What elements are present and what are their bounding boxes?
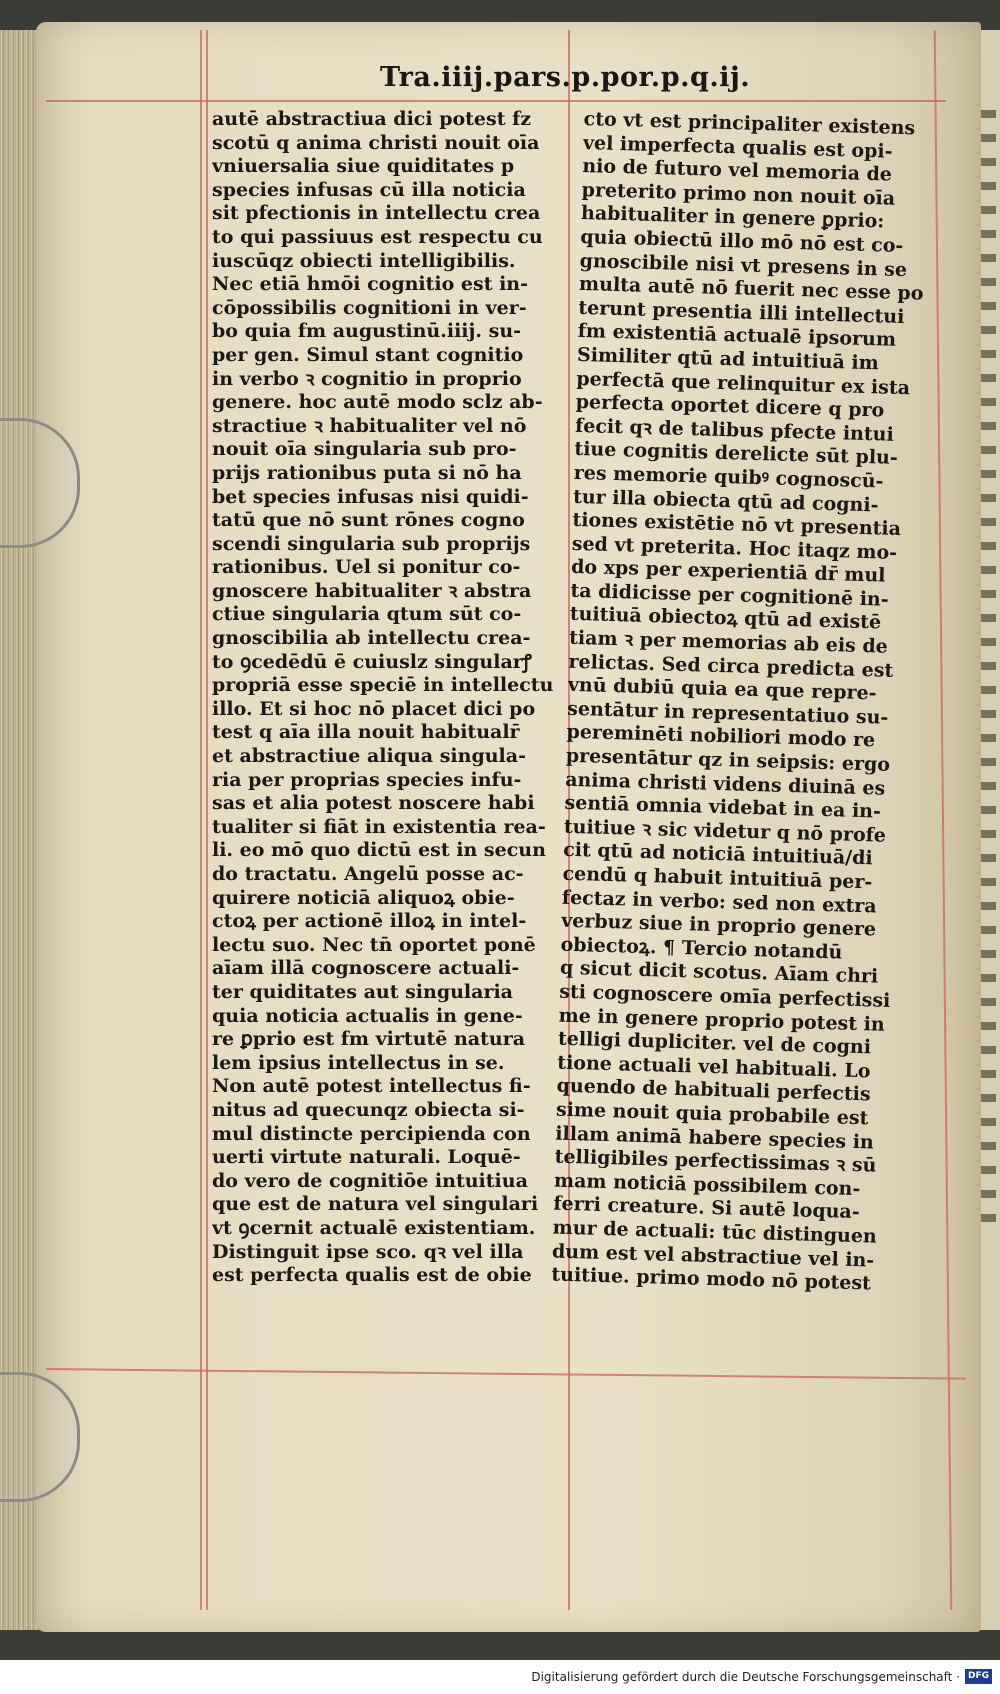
text-line: mur de actuali: tūc distinguen (552, 1216, 878, 1248)
text-line: obiectoꝝ. ¶ Tercio notandū (560, 933, 843, 964)
text-line: re ꝑprio est fm virtutē natura (212, 1028, 526, 1051)
text-line: Distinguit ipse sco. qꝛ vel illa (212, 1240, 524, 1263)
text-line: gnoscere habitualiter ꝛ abstra (212, 579, 532, 602)
text-line: ferri creature. Si autē loqua- (553, 1192, 860, 1224)
text-line: quia noticia actualis in gene- (212, 1004, 523, 1027)
text-line: fectaz in verbo: sed non extra (561, 886, 877, 918)
text-line: cendū q habuit intuitiuā per- (562, 862, 873, 894)
text-line: do tractatu. Angelū posse ac- (212, 863, 524, 885)
text-line: sti cognoscere omīa perfectissi (559, 980, 891, 1012)
dfg-logo: DFG (965, 1669, 992, 1684)
text-line: mul distincte percipienda con (212, 1122, 531, 1145)
text-line: test q aīa illa nouit habitualr̄ (212, 721, 520, 744)
running-head: Tra.iiij.pars.p.por.p.q.ij. (380, 62, 751, 93)
text-line: bet species infusas nisi quidi- (212, 485, 529, 508)
text-column-right (551, 108, 932, 1297)
text-line: ter quiditates aut singularia (212, 980, 513, 1003)
text-line: telligibiles perfectissimas ꝛ sū (554, 1145, 877, 1177)
text-line: vt ꝯcernit actualē existentiam. (212, 1216, 536, 1239)
text-line: ria per proprias species infu- (212, 768, 522, 791)
text-line: genere. hoc autē modo sclz ab- (212, 391, 543, 414)
text-line: ctiue singularia qtum sūt co- (212, 603, 522, 626)
text-line: sit pfectionis in intellectu crea (212, 202, 541, 225)
text-line: propriā esse speciē in intellectu (212, 674, 554, 697)
text-line: quia obiectū illo mō nō est co- (580, 225, 904, 257)
text-line: quirere noticiā aliquoꝝ obie- (212, 886, 515, 909)
text-line: ctoꝝ per actionē illoꝝ in intel- (212, 910, 527, 933)
text-line: fecit qꝛ de talibus pfecte intui (574, 414, 895, 446)
text-line: sed vt preterita. Hoc itaqz mo- (571, 532, 898, 564)
text-line: to ꝯcedēdū ē cuiuslz singularꝭ (212, 650, 532, 673)
text-column-left (212, 108, 564, 1288)
text-line: prijs rationibus puta si nō ha (212, 461, 522, 484)
text-line: species infusas cū illa noticia (212, 178, 526, 201)
text-line: gnoscibile nisi vt presens in se (579, 249, 908, 281)
text-line: Similiter qtū ad intuitiuā im (576, 343, 880, 375)
text-line: tiam ꝛ per memorias ab eis de (568, 626, 889, 658)
text-line: res memorie quibꝰ cognoscū- (573, 461, 884, 493)
text-line: cōpossibilis cognitioni in ver- (212, 296, 527, 319)
text-line: scotū q anima christi nouit oīa (212, 131, 540, 154)
text-line: verbuz siue in proprio genere (560, 909, 877, 941)
text-line: ta didicisse per cognitionē in- (570, 579, 889, 611)
text-line: vel imperfecta qualis est opi- (582, 131, 893, 163)
text-line: autē abstractiua dici potest fz (212, 108, 532, 130)
text-line: dum est vel abstractiue vel in- (551, 1240, 875, 1272)
ruling-left-inner (206, 30, 208, 1610)
text-line: illo. Et si hoc nō placet dici po (212, 697, 536, 720)
text-line: tiue cognitis derelicte sūt plu- (574, 438, 899, 470)
text-line: perfectā que relinquitur ex ista (576, 367, 911, 399)
text-line: li. eo mō quo dictū est in secun (212, 839, 546, 862)
text-line: sas et alia potest noscere habi (212, 792, 535, 815)
text-line: per gen. Simul stant cognitio (212, 343, 524, 366)
text-line: Non autē potest intellectus fi- (212, 1075, 531, 1098)
text-line: scendi singularia sub proprijs (212, 532, 531, 555)
text-line: stractiue ꝛ habitualiter vel nō (212, 414, 527, 437)
text-line: q sicut dicit scotus. Aīam chri (559, 957, 879, 988)
text-line: iuscūqz obiecti intelligibilis. (212, 249, 516, 272)
text-line: tuitiue. primo modo nō potest (551, 1263, 872, 1295)
text-line: tuitiue ꝛ sic videtur q nō profe (563, 815, 887, 847)
text-line: lectu suo. Nec tn̄ oportet ponē (212, 933, 536, 956)
digitization-credit (0, 1660, 1000, 1694)
text-line: nouit oīa singularia sub pro- (212, 438, 517, 461)
text-line: tualiter si fiāt in existentia rea- (212, 815, 546, 838)
text-line: relictas. Sed circa predicta est (568, 650, 894, 682)
text-line: gnoscibilia ab intellectu crea- (212, 627, 531, 650)
text-line: rationibus. Uel si ponitur co- (212, 556, 521, 579)
text-line: tur illa obiecta qtū ad cogni- (572, 485, 879, 516)
text-line: pereminēti nobiliori modo re (566, 721, 876, 752)
text-line: in verbo ꝛ cognitio in proprio (212, 367, 522, 390)
text-line: et abstractiue aliqua singula- (212, 745, 526, 768)
text-line: vnū dubiū quia ea que repre- (567, 674, 877, 705)
text-line: Nec etiā hmōi cognitio est in- (212, 273, 529, 296)
text-line: fm existentiā actualē ipsorum (577, 320, 897, 352)
ruling-left-outer (200, 30, 202, 1610)
text-line: sentātur in representatiuo su- (566, 697, 889, 729)
text-line: est perfecta qualis est de obie (212, 1264, 532, 1287)
text-line: lem ipsius intellectus in se. (212, 1051, 505, 1074)
text-line: terunt presentia illi intellectui (578, 296, 905, 328)
text-line: telligi dupliciter. vel de cogni (557, 1027, 872, 1059)
ruling-top (46, 100, 946, 102)
text-line: perfecta oportet dicere q pro (575, 391, 885, 422)
text-line: habitualiter in genere ꝑprio: (580, 202, 885, 233)
text-line: nitus ad quecunqz obiecta si- (212, 1098, 525, 1121)
text-line: que est de natura vel singulari (212, 1193, 539, 1216)
text-line: do vero de cognitiōe intuitiua (212, 1169, 528, 1192)
text-line: presentātur qz in seipsis: ergo (565, 744, 891, 776)
credit-text: Digitalisierung gefördert durch die Deutsche Forschungsgemeinschaft · (531, 1670, 960, 1684)
text-line: uerti virtute naturali. Loquē- (212, 1146, 521, 1169)
text-line: anima christi videns diuinā es (564, 768, 886, 800)
text-line: sentiā omnia videbat in ea in- (564, 791, 882, 823)
text-line: to qui passiuus est respectu cu (212, 225, 543, 248)
text-line: aīam illā cognoscere actuali- (212, 957, 520, 980)
text-line: preterito primo non nouit oīa (581, 178, 896, 210)
text-line: illam animā habere species in (555, 1122, 875, 1154)
text-line: tione actuali vel habituali. Lo (557, 1051, 871, 1083)
text-line: multa autē nō fuerit nec esse po (578, 273, 924, 305)
text-line: vniuersalia siue quiditates p (212, 155, 515, 178)
text-line: do xps per experientiā dr̄ mul (570, 556, 886, 587)
text-line: tatū que nō sunt rōnes cogno (212, 509, 525, 532)
text-line: nio de futuro vel memoria de (582, 155, 893, 186)
text-line: mam noticiā possibilem con- (553, 1169, 861, 1200)
text-line: cit qtū ad noticiā intuitiuā/di (562, 839, 873, 870)
text-line: cto vt est principaliter existens (583, 108, 916, 140)
text-line: me in genere proprio potest in (558, 1004, 885, 1036)
text-line: bo quia fm augustinū.iiij. su- (212, 320, 522, 343)
text-line: sime nouit quia probabile est (555, 1098, 869, 1130)
text-line: quendo de habituali perfectis (556, 1074, 871, 1106)
text-line: tiones existētie nō vt presentia (572, 508, 902, 541)
text-line: tuitiuā obiectoꝝ qtū ad existē (569, 603, 882, 634)
